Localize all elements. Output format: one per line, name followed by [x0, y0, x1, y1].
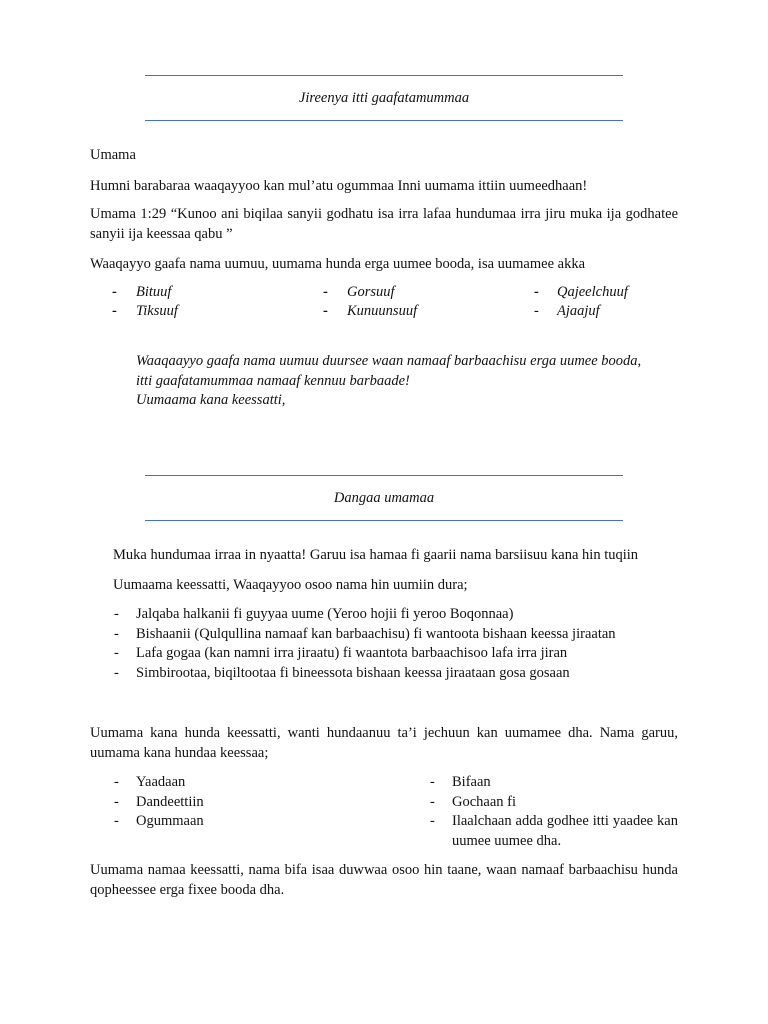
list-bullet: - [114, 606, 119, 622]
paragraph-closing: Uumama namaa keessatti, nama bifa isaa duwwaa osoo hin taane, waan namaaf barbaachisu hunda qopheessee erga fixee booda dha. [90, 862, 678, 898]
list-item: Lafa gogaa (kan namni irra jiraatu) fi waantota barbaachisoo lafa irra jiran [136, 645, 568, 661]
paragraph-creation: Uumama kana hunda keessatti, wanti hundaanuu ta’i jechuun kan uumamee dha. Nama garuu, uumama kana hundaa keessaa; [90, 725, 678, 761]
list-item: Tiksuuf [136, 303, 178, 319]
list-bullet: - [534, 284, 539, 300]
list-item: Ogummaan [136, 813, 204, 829]
bottom-rule [145, 120, 623, 121]
list-bullet: - [323, 284, 328, 300]
quote-line: Waaqaayyo gaafa nama uumuu duursee waan namaaf barbaachisu erga uumee booda, [136, 353, 642, 369]
list-item: Yaadaan [136, 774, 186, 790]
list-item: Ajaajuf [557, 303, 600, 319]
list-item: Gochaan fi [452, 794, 517, 810]
list-bullet: - [534, 303, 539, 319]
list-bullet: - [114, 774, 119, 790]
section-heading-umama: Umama [90, 147, 136, 163]
list-bullet: - [114, 794, 119, 810]
list-bullet: - [114, 626, 119, 642]
list-item: Dandeettiin [136, 794, 204, 810]
list-item: Gorsuuf [347, 284, 395, 300]
paragraph-intro: Waaqayyo gaafa nama uumuu, uumama hunda erga uumee booda, isa uumamee akka [90, 256, 586, 272]
top-rule [145, 475, 623, 476]
list-bullet: - [114, 665, 119, 681]
list-item: Bishaanii (Qulqullina namaaf kan barbaachisu) fi wantoota bishaan keessa jiraatan [136, 626, 616, 642]
list-bullet: - [430, 794, 435, 810]
list-item: Simbirootaa, biqiltootaa fi bineessota bishaan keessa jiraataan gosa gosaan [136, 665, 570, 681]
list-bullet: - [430, 813, 435, 829]
list-bullet: - [114, 813, 119, 829]
list-bullet: - [112, 303, 117, 319]
list-item: Bituuf [136, 284, 172, 300]
paragraph-verse: Umama 1:29 “Kunoo ani biqilaa sanyii godhatu isa irra lafaa hundumaa irra jiru muka ija godhatee sanyii ija keessaa qabu ” [90, 206, 678, 242]
paragraph-before-creation: Uumaama keessatti, Waaqayyoo osoo nama hin uumiin dura; [113, 577, 468, 593]
list-item: Kunuunsuuf [347, 303, 418, 319]
list-bullet: - [430, 774, 435, 790]
bottom-rule [145, 520, 623, 521]
section-title-boundaries: Dangaa umamaa [333, 490, 435, 506]
top-rule [145, 75, 623, 76]
quote-line: itti gaafatamummaa namaaf kennuu barbaade! [136, 373, 410, 389]
list-bullet: - [112, 284, 117, 300]
paragraph-trees: Muka hundumaa irraa in nyaatta! Garuu isa hamaa fi gaarii nama barsiisuu kana hin tuqiin [113, 547, 639, 563]
quote-line: Uumaama kana keessatti, [136, 392, 286, 408]
list-bullet: - [114, 645, 119, 661]
paragraph-power: Humni barabaraa waaqayyoo kan mul’atu ogummaa Inni uumama ittiin uumeedhaan! [90, 178, 588, 194]
list-item: Bifaan [452, 774, 491, 790]
list-item: Qajeelchuuf [557, 284, 628, 300]
list-item: Jalqaba halkanii fi guyyaa uume (Yeroo hojii fi yeroo Boqonnaa) [136, 606, 514, 622]
section-title-responsibility: Jireenya itti gaafatamummaa [298, 90, 470, 106]
list-item: Ilaalchaan adda godhee itti yaadee kan uumee uumee dha. [452, 813, 678, 849]
list-bullet: - [323, 303, 328, 319]
